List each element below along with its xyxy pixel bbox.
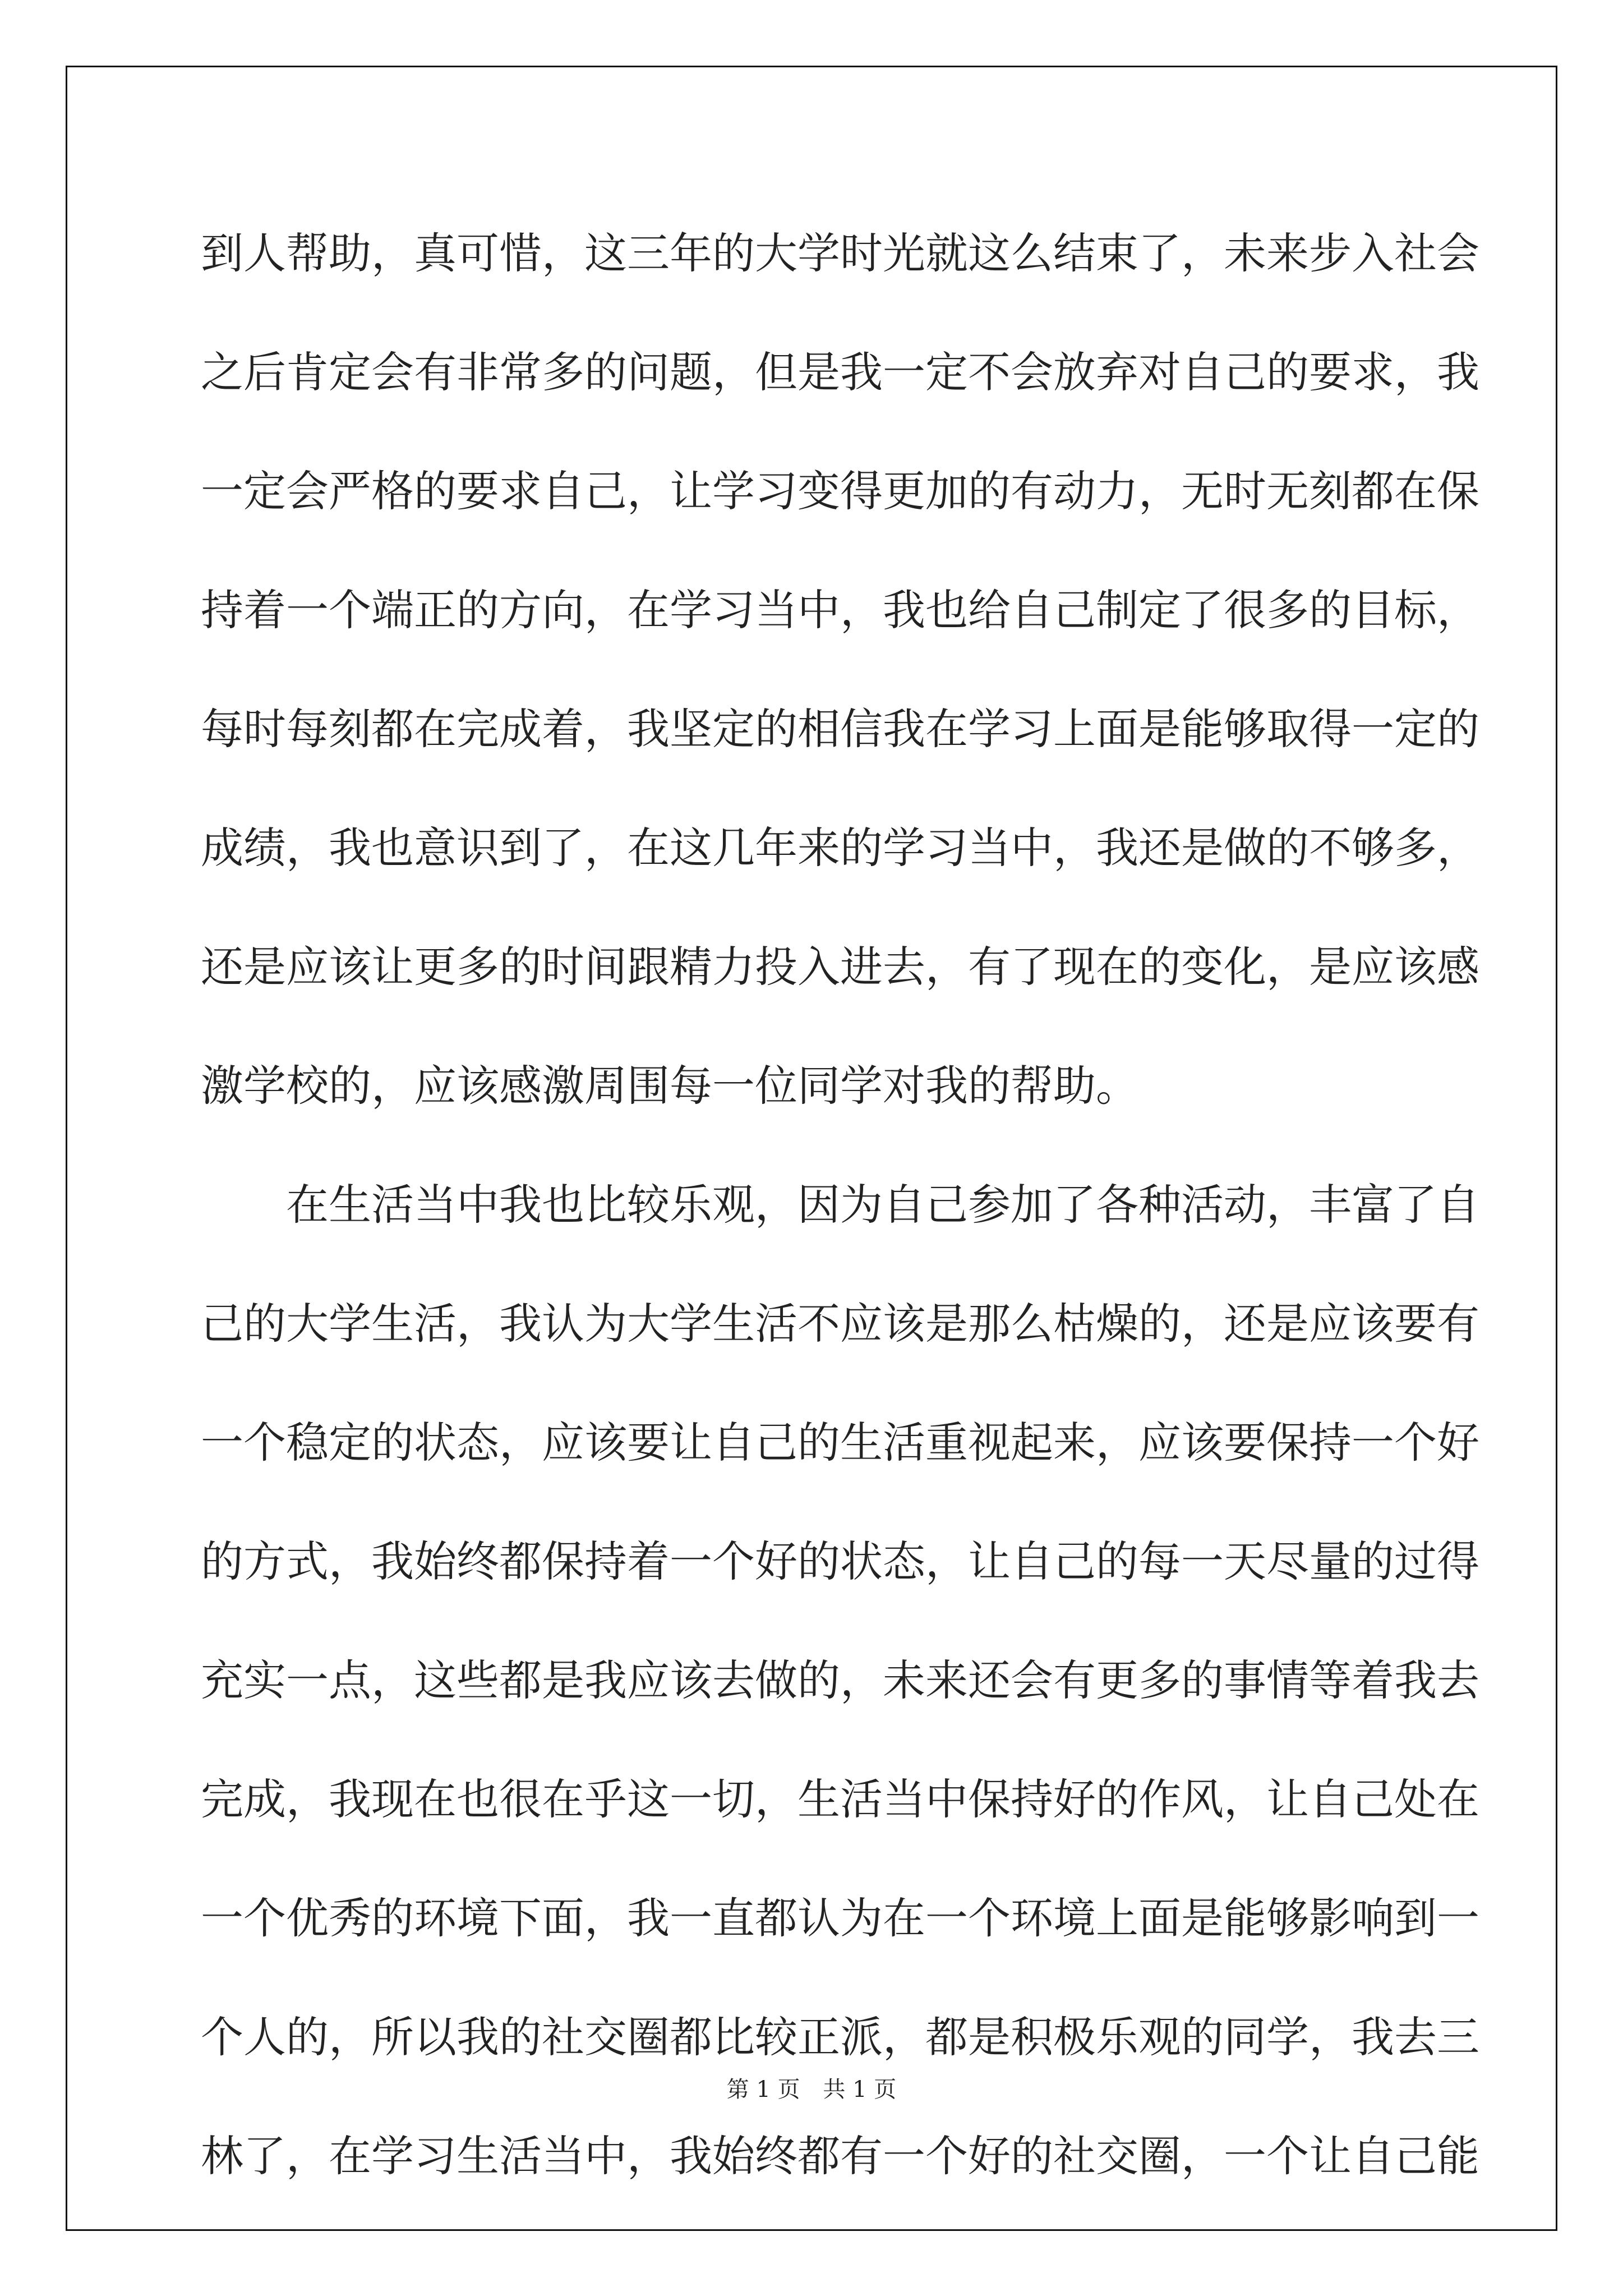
text-line: 每时每刻都在完成着，我坚定的相信我在学习上面是能够取得一定的 [201,704,1479,754]
text-line: 激学校的，应该感激周围每一位同学对我的帮助。 [201,1061,1138,1111]
text-line: 林了，在学习生活当中，我始终都有一个好的社交圈，一个让自己能 [201,2131,1479,2181]
text-line: 个人的，所以我的社交圈都比较正派，都是积极乐观的同学，我去三 [201,2012,1479,2062]
text-line: 到人帮助，真可惜，这三年的大学时光就这么结束了，未来步入社会 [201,228,1479,278]
text-line: 的方式，我始终都保持着一个好的状态，让自己的每一天尽量的过得 [201,1536,1479,1586]
text-line: 在生活当中我也比较乐观，因为自己参加了各种活动，丰富了自 [286,1180,1479,1230]
text-line: 完成，我现在也很在乎这一切，生活当中保持好的作风，让自己处在 [201,1774,1479,1824]
text-line: 持着一个端正的方向，在学习当中，我也给自己制定了很多的目标， [201,585,1479,635]
page-total: 共 1 页 [823,2077,897,2102]
text-line: 充实一点，这些都是我应该去做的，未来还会有更多的事情等着我去 [201,1655,1479,1705]
text-line: 之后肯定会有非常多的问题，但是我一定不会放弃对自己的要求，我 [201,347,1479,397]
text-line: 一定会严格的要求自己，让学习变得更加的有动力，无时无刻都在保 [201,466,1479,516]
text-line: 己的大学生活，我认为大学生活不应该是那么枯燥的，还是应该要有 [201,1299,1479,1349]
text-line: 一个优秀的环境下面，我一直都认为在一个环境上面是能够影响到一 [201,1893,1479,1943]
text-line: 一个稳定的状态，应该要让自己的生活重视起来，应该要保持一个好 [201,1418,1479,1467]
page-number: 第 1 页 [726,2077,800,2102]
text-line: 成绩，我也意识到了，在这几年来的学习当中，我还是做的不够多， [201,823,1479,873]
page-footer [0,2073,1623,2106]
text-line: 还是应该让更多的时间跟精力投入进去，有了现在的变化，是应该感 [201,942,1479,992]
document-body [201,214,1479,2236]
